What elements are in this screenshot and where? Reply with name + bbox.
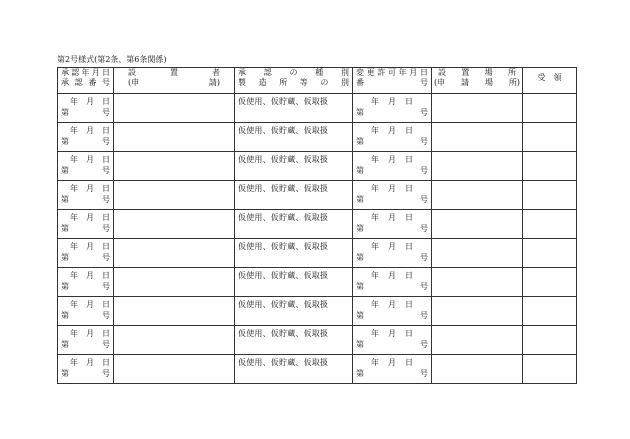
number-prefix: 第 [61, 253, 69, 262]
header-char: (申 [434, 78, 446, 87]
day-label: 日 [102, 300, 110, 309]
header-char: 月 [91, 68, 100, 77]
header-char: 認 [263, 68, 272, 77]
year-label: 年 [371, 358, 379, 367]
month-label: 月 [388, 329, 396, 338]
number-suffix: 号 [102, 311, 110, 320]
year-label: 年 [70, 300, 78, 309]
day-label: 日 [405, 358, 413, 367]
year-label: 年 [371, 184, 379, 193]
change-number-line [353, 368, 431, 379]
header-line [235, 78, 352, 88]
change-permit-cell [353, 297, 432, 326]
receipt-cell[interactable] [523, 239, 577, 268]
receipt-cell[interactable] [523, 152, 577, 181]
number-prefix: 第 [61, 369, 69, 378]
approval-date-line [58, 268, 113, 281]
approval-date-number-cell [58, 326, 114, 355]
number-suffix: 号 [420, 108, 428, 117]
approval-number-line [58, 281, 113, 292]
header-char: 日 [102, 68, 110, 77]
header-line [58, 68, 113, 78]
header-char: 所 [507, 68, 516, 77]
month-label: 月 [388, 300, 396, 309]
year-label: 年 [70, 126, 78, 135]
header-char: 場 [484, 68, 493, 77]
header-char: 設 [438, 68, 446, 77]
header-char: 更 [366, 68, 375, 77]
month-label: 月 [86, 155, 94, 164]
location-cell[interactable] [432, 152, 523, 181]
register-row [58, 123, 577, 152]
number-suffix: 号 [102, 253, 110, 262]
header-receipt-label: 受 領 [537, 73, 562, 82]
change-number-line [353, 136, 431, 147]
header-approval-date-number [58, 68, 114, 94]
header-line [432, 68, 522, 78]
approval-type-cell [235, 210, 353, 239]
day-label: 日 [102, 184, 110, 193]
day-label: 日 [102, 329, 110, 338]
change-date-line [353, 123, 431, 136]
day-label: 日 [405, 242, 413, 251]
installer-cell[interactable] [114, 94, 235, 123]
header-char: 承 [238, 68, 246, 77]
receipt-cell[interactable] [523, 355, 577, 384]
approval-date-line [58, 355, 113, 368]
approval-type-cell [235, 268, 353, 297]
approval-date-line [58, 239, 113, 252]
month-label: 月 [86, 184, 94, 193]
change-number-line [353, 165, 431, 176]
number-suffix: 号 [102, 282, 110, 291]
approval-type-options: 仮使用、仮貯蔵、仮取扱 [238, 213, 329, 222]
day-label: 日 [102, 271, 110, 280]
approval-date-number-cell [58, 297, 114, 326]
number-prefix: 第 [61, 282, 69, 291]
header-char: 設 [128, 68, 136, 77]
day-label: 日 [102, 126, 110, 135]
header-char: 場 [484, 78, 493, 87]
approval-type-options: 仮使用、仮貯蔵、仮取扱 [238, 329, 329, 338]
approval-number-line [58, 223, 113, 234]
approval-date-number-cell [58, 239, 114, 268]
month-label: 月 [388, 184, 396, 193]
register-row [58, 152, 577, 181]
approval-type-cell [235, 355, 353, 384]
change-number-line [353, 339, 431, 350]
header-char: 年 [81, 68, 90, 77]
month-label: 月 [86, 329, 94, 338]
header-line [114, 68, 234, 78]
header-char: 請 [461, 78, 470, 87]
number-suffix: 号 [420, 166, 428, 175]
location-cell[interactable] [432, 181, 523, 210]
approval-date-number-cell [58, 355, 114, 384]
approval-number-line [58, 194, 113, 205]
register-row [58, 94, 577, 123]
approval-type-options: 仮使用、仮貯蔵、仮取扱 [238, 271, 329, 280]
day-label: 日 [405, 329, 413, 338]
year-label: 年 [371, 97, 379, 106]
location-cell[interactable] [432, 210, 523, 239]
month-label: 月 [86, 300, 94, 309]
change-number-line [353, 194, 431, 205]
approval-number-line [58, 107, 113, 118]
change-date-line [353, 355, 431, 368]
approval-number-line [58, 310, 113, 321]
header-char: 置 [461, 68, 470, 77]
installer-cell[interactable] [114, 123, 235, 152]
installer-cell[interactable] [114, 239, 235, 268]
month-label: 月 [388, 126, 396, 135]
number-suffix: 号 [420, 224, 428, 233]
change-date-line [353, 94, 431, 107]
number-prefix: 第 [61, 224, 69, 233]
approval-date-line [58, 181, 113, 194]
location-cell[interactable] [432, 94, 523, 123]
change-permit-cell [353, 123, 432, 152]
number-suffix: 号 [102, 108, 110, 117]
month-label: 月 [86, 126, 94, 135]
number-suffix: 号 [102, 195, 110, 204]
day-label: 日 [405, 213, 413, 222]
number-prefix: 第 [356, 137, 364, 146]
header-char: 別 [341, 68, 349, 77]
change-date-line [353, 239, 431, 252]
number-prefix: 第 [61, 166, 69, 175]
installer-cell[interactable] [114, 355, 235, 384]
approval-date-number-cell [58, 123, 114, 152]
number-prefix: 第 [61, 340, 69, 349]
day-label: 日 [405, 271, 413, 280]
approval-date-line [58, 94, 113, 107]
header-char: 変 [356, 68, 364, 77]
year-label: 年 [70, 213, 78, 222]
number-suffix: 号 [420, 340, 428, 349]
header-change-permit [353, 68, 432, 94]
month-label: 月 [86, 358, 94, 367]
number-suffix: 号 [420, 369, 428, 378]
change-permit-cell [353, 355, 432, 384]
number-prefix: 第 [356, 340, 364, 349]
year-label: 年 [70, 97, 78, 106]
year-label: 年 [371, 329, 379, 338]
header-receipt [523, 68, 577, 94]
header-char: 所 [279, 78, 288, 87]
header-char: 置 [170, 68, 178, 77]
number-prefix: 第 [356, 311, 364, 320]
month-label: 月 [388, 213, 396, 222]
number-prefix: 第 [356, 282, 364, 291]
number-prefix: 第 [356, 195, 364, 204]
number-prefix: 第 [356, 253, 364, 262]
installer-cell[interactable] [114, 152, 235, 181]
header-line [235, 68, 352, 78]
month-label: 月 [388, 155, 396, 164]
approval-number-line [58, 165, 113, 176]
header-char: の [320, 78, 329, 87]
location-cell[interactable] [432, 239, 523, 268]
number-prefix: 第 [61, 108, 69, 117]
installer-cell[interactable] [114, 268, 235, 297]
register-row [58, 268, 577, 297]
year-label: 年 [371, 213, 379, 222]
header-char: 別 [340, 78, 349, 87]
header-char: 番 [88, 78, 97, 87]
year-label: 年 [371, 155, 379, 164]
approval-type-cell [235, 123, 353, 152]
year-label: 年 [371, 271, 379, 280]
register-row [58, 297, 577, 326]
header-char: 請) [208, 78, 220, 87]
location-cell[interactable] [432, 297, 523, 326]
year-label: 年 [371, 126, 379, 135]
approval-type-options: 仮使用、仮貯蔵、仮取扱 [238, 358, 329, 367]
approval-date-number-cell [58, 94, 114, 123]
year-label: 年 [70, 271, 78, 280]
header-char: 所) [508, 78, 520, 87]
number-suffix: 号 [102, 137, 110, 146]
header-char: 日 [419, 68, 428, 77]
installer-cell[interactable] [114, 326, 235, 355]
change-permit-cell [353, 326, 432, 355]
number-suffix: 号 [420, 137, 428, 146]
number-prefix: 第 [356, 166, 364, 175]
installer-cell[interactable] [114, 210, 235, 239]
header-char: 承 [61, 68, 69, 77]
number-prefix: 第 [356, 108, 364, 117]
approval-date-line [58, 152, 113, 165]
number-prefix: 第 [61, 137, 69, 146]
approval-date-line [58, 326, 113, 339]
header-char: 種 [315, 68, 324, 77]
header-line [353, 68, 431, 78]
change-number-line [353, 223, 431, 234]
approval-date-number-cell [58, 268, 114, 297]
header-line [58, 78, 113, 88]
location-cell[interactable] [432, 355, 523, 384]
day-label: 日 [405, 97, 413, 106]
number-prefix: 第 [61, 311, 69, 320]
header-char: 号 [420, 78, 428, 87]
number-suffix: 号 [102, 224, 110, 233]
day-label: 日 [405, 155, 413, 164]
approval-date-number-cell [58, 210, 114, 239]
month-label: 月 [388, 358, 396, 367]
year-label: 年 [70, 184, 78, 193]
number-suffix: 号 [420, 311, 428, 320]
number-suffix: 号 [420, 195, 428, 204]
header-line [114, 78, 234, 88]
approval-type-cell [235, 94, 353, 123]
header-location [432, 68, 523, 94]
header-char: 年 [398, 68, 407, 77]
approval-date-number-cell [58, 152, 114, 181]
approval-date-number-cell [58, 181, 114, 210]
month-label: 月 [86, 242, 94, 251]
header-row [58, 68, 577, 94]
header-char: の [289, 68, 298, 77]
receipt-cell[interactable] [523, 123, 577, 152]
month-label: 月 [86, 213, 94, 222]
year-label: 年 [371, 242, 379, 251]
year-label: 年 [70, 329, 78, 338]
change-permit-cell [353, 239, 432, 268]
header-char: 可 [387, 68, 396, 77]
approval-type-cell [235, 152, 353, 181]
change-permit-cell [353, 152, 432, 181]
approval-type-options: 仮使用、仮貯蔵、仮取扱 [238, 300, 329, 309]
header-approval-type [235, 68, 353, 94]
register-row [58, 326, 577, 355]
day-label: 日 [405, 184, 413, 193]
month-label: 月 [388, 242, 396, 251]
receipt-cell[interactable] [523, 210, 577, 239]
change-number-line [353, 107, 431, 118]
change-date-line [353, 152, 431, 165]
location-cell[interactable] [432, 123, 523, 152]
approval-number-line [58, 368, 113, 379]
approval-number-line [58, 252, 113, 263]
change-date-line [353, 181, 431, 194]
header-char: 者 [212, 68, 220, 77]
approval-type-options: 仮使用、仮貯蔵、仮取扱 [238, 155, 329, 164]
change-number-line [353, 252, 431, 263]
approval-date-line [58, 210, 113, 223]
header-char: 承 [61, 78, 69, 87]
header-char: 月 [409, 68, 418, 77]
change-permit-cell [353, 181, 432, 210]
number-suffix: 号 [102, 369, 110, 378]
receipt-cell[interactable] [523, 297, 577, 326]
number-prefix: 第 [356, 224, 364, 233]
register-row [58, 239, 577, 268]
form-caption: 第2号様式(第2条、第6条関係) [57, 55, 167, 64]
month-label: 月 [388, 271, 396, 280]
header-installer [114, 68, 235, 94]
year-label: 年 [371, 300, 379, 309]
approval-type-cell [235, 239, 353, 268]
register-row [58, 181, 577, 210]
number-suffix: 号 [102, 166, 110, 175]
header-char: 認 [71, 68, 80, 77]
header-char: 製 [238, 78, 246, 87]
year-label: 年 [70, 358, 78, 367]
location-cell[interactable] [432, 326, 523, 355]
register-row [58, 355, 577, 384]
header-char: (申 [128, 78, 140, 87]
change-date-line [353, 210, 431, 223]
day-label: 日 [102, 97, 110, 106]
approval-type-options: 仮使用、仮貯蔵、仮取扱 [238, 126, 329, 135]
number-prefix: 第 [356, 369, 364, 378]
approval-type-cell [235, 297, 353, 326]
change-date-line [353, 326, 431, 339]
receipt-cell[interactable] [523, 268, 577, 297]
number-suffix: 号 [102, 340, 110, 349]
approval-type-options: 仮使用、仮貯蔵、仮取扱 [238, 184, 329, 193]
receipt-cell[interactable] [523, 181, 577, 210]
approval-type-cell [235, 181, 353, 210]
day-label: 日 [102, 155, 110, 164]
receipt-cell[interactable] [523, 326, 577, 355]
approval-register-table [57, 67, 577, 384]
header-char: 許 [377, 68, 386, 77]
header-char: 号 [101, 78, 110, 87]
number-suffix: 号 [420, 282, 428, 291]
approval-type-cell [235, 326, 353, 355]
month-label: 月 [86, 271, 94, 280]
change-number-line [353, 310, 431, 321]
header-line [432, 78, 522, 88]
year-label: 年 [70, 155, 78, 164]
number-suffix: 号 [420, 253, 428, 262]
approval-type-options: 仮使用、仮貯蔵、仮取扱 [238, 242, 329, 251]
approval-date-line [58, 297, 113, 310]
header-line [353, 78, 431, 88]
month-label: 月 [388, 97, 396, 106]
day-label: 日 [102, 358, 110, 367]
change-permit-cell [353, 94, 432, 123]
installer-cell[interactable] [114, 181, 235, 210]
approval-number-line [58, 136, 113, 147]
change-permit-cell [353, 210, 432, 239]
year-label: 年 [70, 242, 78, 251]
register-row [58, 210, 577, 239]
change-permit-cell [353, 268, 432, 297]
approval-number-line [58, 339, 113, 350]
change-date-line [353, 268, 431, 281]
installer-cell[interactable] [114, 297, 235, 326]
number-prefix: 第 [61, 195, 69, 204]
receipt-cell[interactable] [523, 94, 577, 123]
day-label: 日 [102, 242, 110, 251]
approval-type-options: 仮使用、仮貯蔵、仮取扱 [238, 97, 329, 106]
approval-date-line [58, 123, 113, 136]
header-char: 造 [258, 78, 267, 87]
header-char: 番 [356, 78, 364, 87]
day-label: 日 [102, 213, 110, 222]
location-cell[interactable] [432, 268, 523, 297]
header-char: 認 [74, 78, 83, 87]
month-label: 月 [86, 97, 94, 106]
change-date-line [353, 297, 431, 310]
header-char: 等 [299, 78, 308, 87]
day-label: 日 [405, 126, 413, 135]
change-number-line [353, 281, 431, 292]
day-label: 日 [405, 300, 413, 309]
